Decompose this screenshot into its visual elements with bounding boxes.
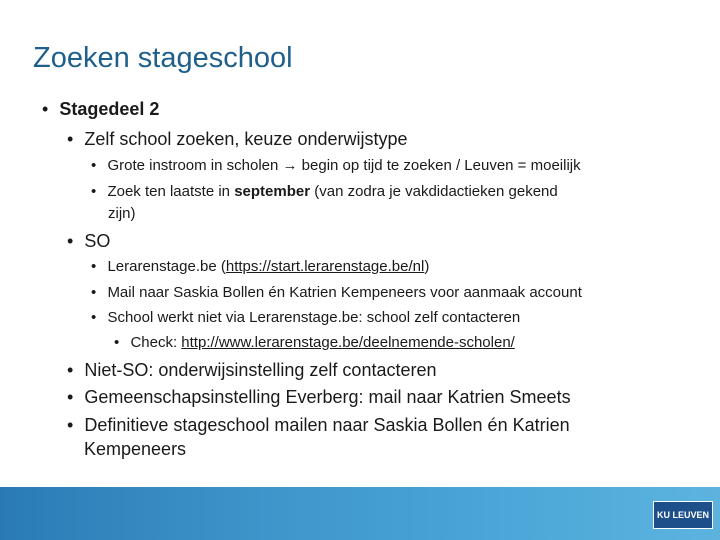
gemeen-text: Gemeenschapsinstelling Everberg: mail naar Katrien Smeets: [84, 387, 571, 407]
bullet-zelf: [67, 129, 408, 150]
bullet-dot: •: [91, 183, 97, 200]
zelf-label: Zelf school zoeken, keuze onderwijstype: [84, 129, 408, 149]
bullet-dot: •: [114, 334, 120, 351]
school-text: School werkt niet via Lerarenstage.be: school zelf contacteren: [107, 309, 521, 326]
ler-text-a: Lerarenstage.be (: [107, 258, 226, 275]
so-label: SO: [84, 231, 111, 251]
ku-leuven-logo: KU LEUVEN: [653, 501, 713, 529]
bullet-gemeenschap: [67, 387, 571, 408]
mail-text: Mail naar Saskia Bollen én Katrien Kempeneers voor aanmaak account: [107, 284, 582, 301]
arrow-icon: →: [282, 157, 298, 174]
defin-text-b: Kempeneers: [84, 439, 187, 459]
lerarenstage-link[interactable]: https://start.lerarenstage.be/nl: [225, 258, 425, 275]
slide-title: Zoeken stageschool: [33, 42, 293, 74]
bullet-dot: •: [67, 415, 74, 435]
bullet-dot: •: [67, 231, 74, 251]
bullet-dot: •: [91, 309, 97, 326]
bullet-so: [67, 231, 110, 252]
bullet-dot: •: [67, 387, 74, 407]
bullet-zoek: [91, 183, 558, 200]
ler-text-b: ): [424, 258, 430, 275]
zoek-text-a: Zoek ten laatste in: [107, 183, 235, 200]
instroom-text-a: Grote instroom in scholen: [107, 157, 283, 174]
bullet-dot: •: [91, 258, 97, 275]
bullet-dot: •: [42, 99, 49, 119]
bullet-lerarenstage: [91, 258, 429, 275]
bullet-instroom: [91, 157, 581, 174]
bullet-mail: [91, 284, 582, 301]
bullet-dot: •: [91, 284, 97, 301]
zoek-text-b: (van zodra je vakdidactieken gekend: [310, 183, 558, 200]
stagedeel-label: Stagedeel 2: [59, 99, 160, 119]
defin-text-a: Definitieve stageschool mailen naar Saskia Bollen én Katrien: [84, 415, 570, 435]
footer-bar: [0, 487, 720, 540]
deelnemende-scholen-link[interactable]: http://www.lerarenstage.be/deelnemende-scholen/: [181, 334, 515, 351]
check-text-a: Check:: [130, 334, 182, 351]
bullet-dot: •: [67, 129, 74, 149]
bullet-dot: •: [91, 157, 97, 174]
bullet-dot: •: [67, 360, 74, 380]
bullet-school: [91, 309, 520, 326]
bullet-check: [114, 334, 515, 351]
nietso-text: Niet-SO: onderwijsinstelling zelf contacteren: [84, 360, 437, 380]
instroom-text-b: begin op tijd te zoeken / Leuven = moeilijk: [297, 157, 581, 174]
zoek-september: september: [234, 183, 311, 200]
bullet-definitief: [67, 415, 570, 436]
zoek-text-c: zijn): [108, 205, 136, 222]
bullet-nietso: [67, 360, 437, 381]
bullet-stagedeel: [42, 99, 159, 120]
